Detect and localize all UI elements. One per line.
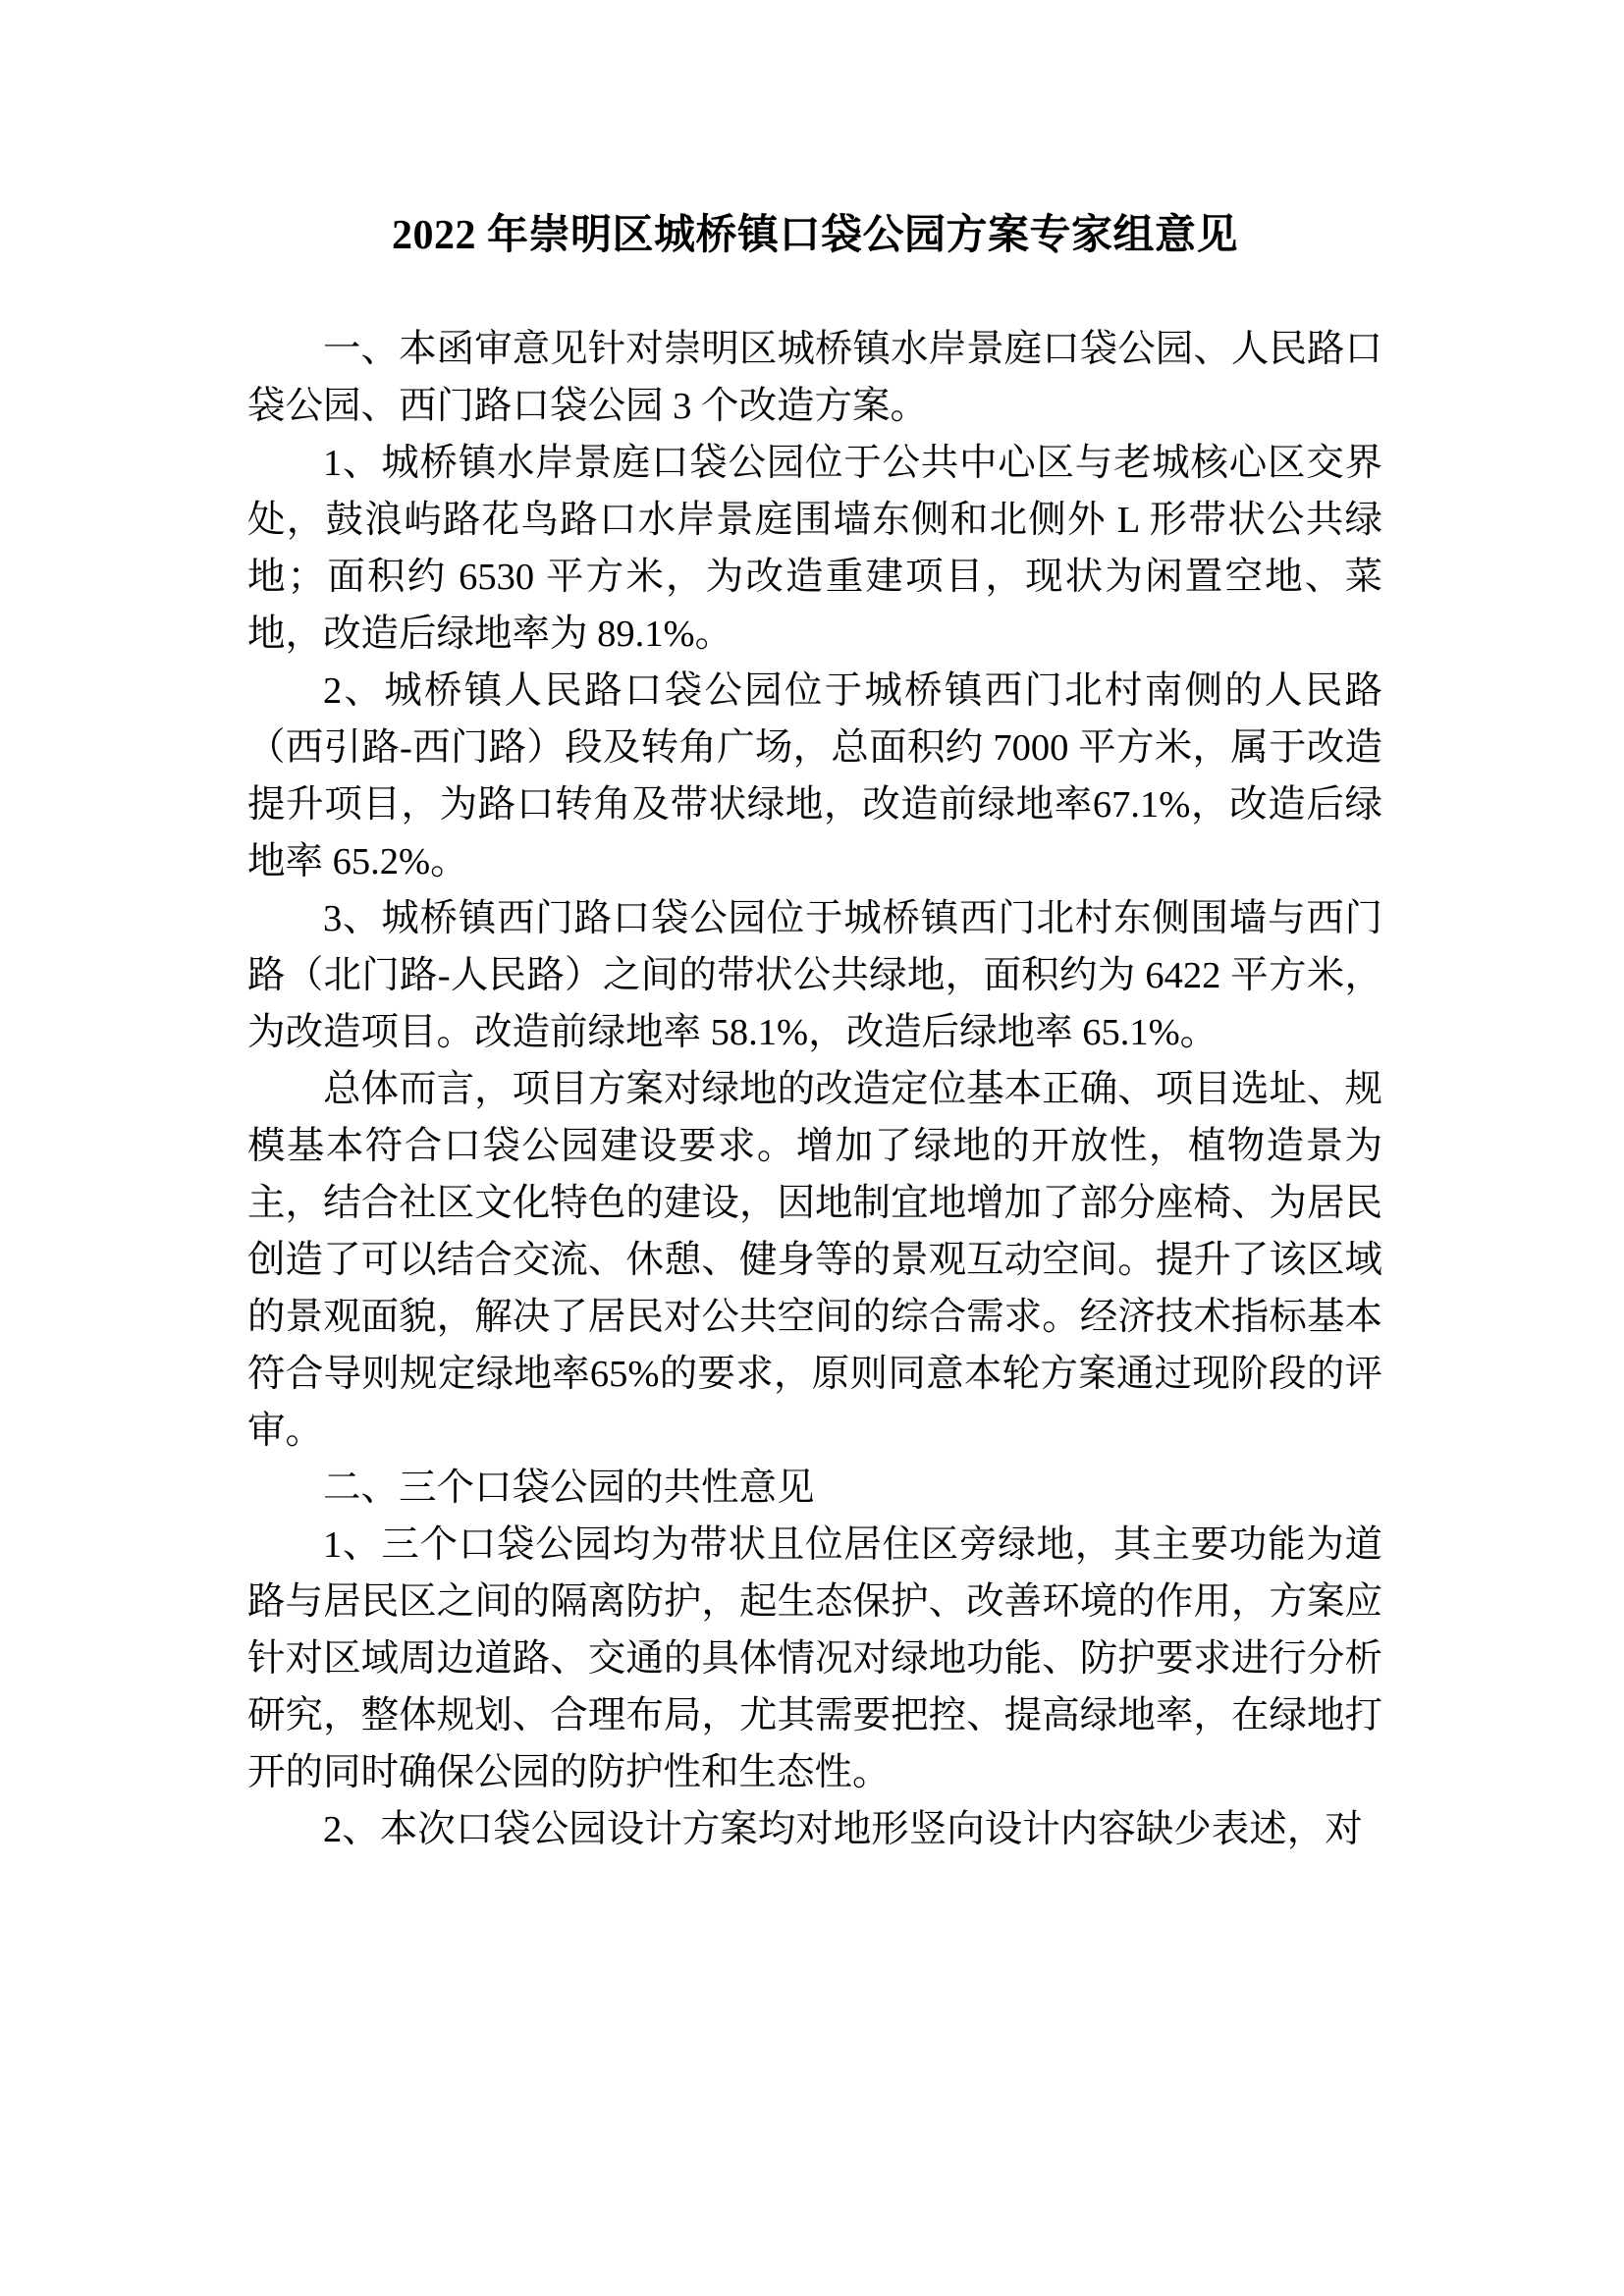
paragraph-item-3-ximenlu: 3、城桥镇西门路口袋公园位于城桥镇西门北村东侧围墙与西门路（北门路-人民路）之间的带状公共绿地，面积约为 6422 平方米，为改造项目。改造前绿地率 58.1%，改造后绿地率 65.1%。: [247, 897, 1382, 1053]
paragraph-common-item-1: 1、三个口袋公园均为带状且位居住区旁绿地，其主要功能为道路与居民区之间的隔离防护，起生态保护、改善环境的作用，方案应针对区域周边道路、交通的具体情况对绿地功能、防护要求进行分析研究，整体规划、合理布局，尤其需要把控、提高绿地率，在绿地打开的同时确保公园的防护性和生态性。: [247, 1523, 1382, 1793]
paragraph-common-item-2: 2、本次口袋公园设计方案均对地形竖向设计内容缺少表述，对: [323, 1808, 1363, 1850]
paragraph-overall-assessment: 总体而言，项目方案对绿地的改造定位基本正确、项目选址、规模基本符合口袋公园建设要求。增加了绿地的开放性，植物造景为主，结合社区文化特色的建设，因地制宜地增加了部分座椅、为居民创造了可以结合交流、休憩、健身等的景观互动空间。提升了该区域的景观面貌，解决了居民对公共空间的综合需求。经济技术指标基本符合导则规定绿地率65%的要求，原则同意本轮方案通过现阶段的评审。: [247, 1068, 1382, 1452]
paragraph-section-1-intro: 一、本函审意见针对崇明区城桥镇水岸景庭口袋公园、人民路口袋公园、西门路口袋公园 3 个改造方案。: [247, 328, 1382, 427]
paragraph-section-2-heading: 二、三个口袋公园的共性意见: [323, 1467, 815, 1509]
paragraph-item-1-shuianjingting: 1、城桥镇水岸景庭口袋公园位于公共中心区与老城核心区交界处，鼓浪屿路花鸟路口水岸景庭围墙东侧和北侧外 L 形带状公共绿地；面积约 6530 平方米，为改造重建项目，现状为闲置空地、菜地，改造后绿地率为 89.1%。: [247, 442, 1382, 655]
page-title: 2022 年崇明区城桥镇口袋公园方案专家组意见: [391, 213, 1238, 258]
document-body: [247, 0, 1382, 1858]
paragraph-item-2-renminlu: 2、城桥镇人民路口袋公园位于城桥镇西门北村南侧的人民路（西引路-西门路）段及转角广场，总面积约 7000 平方米，属于改造提升项目，为路口转角及带状绿地，改造前绿地率67.1%，改造后绿地率 65.2%。: [247, 669, 1382, 882]
